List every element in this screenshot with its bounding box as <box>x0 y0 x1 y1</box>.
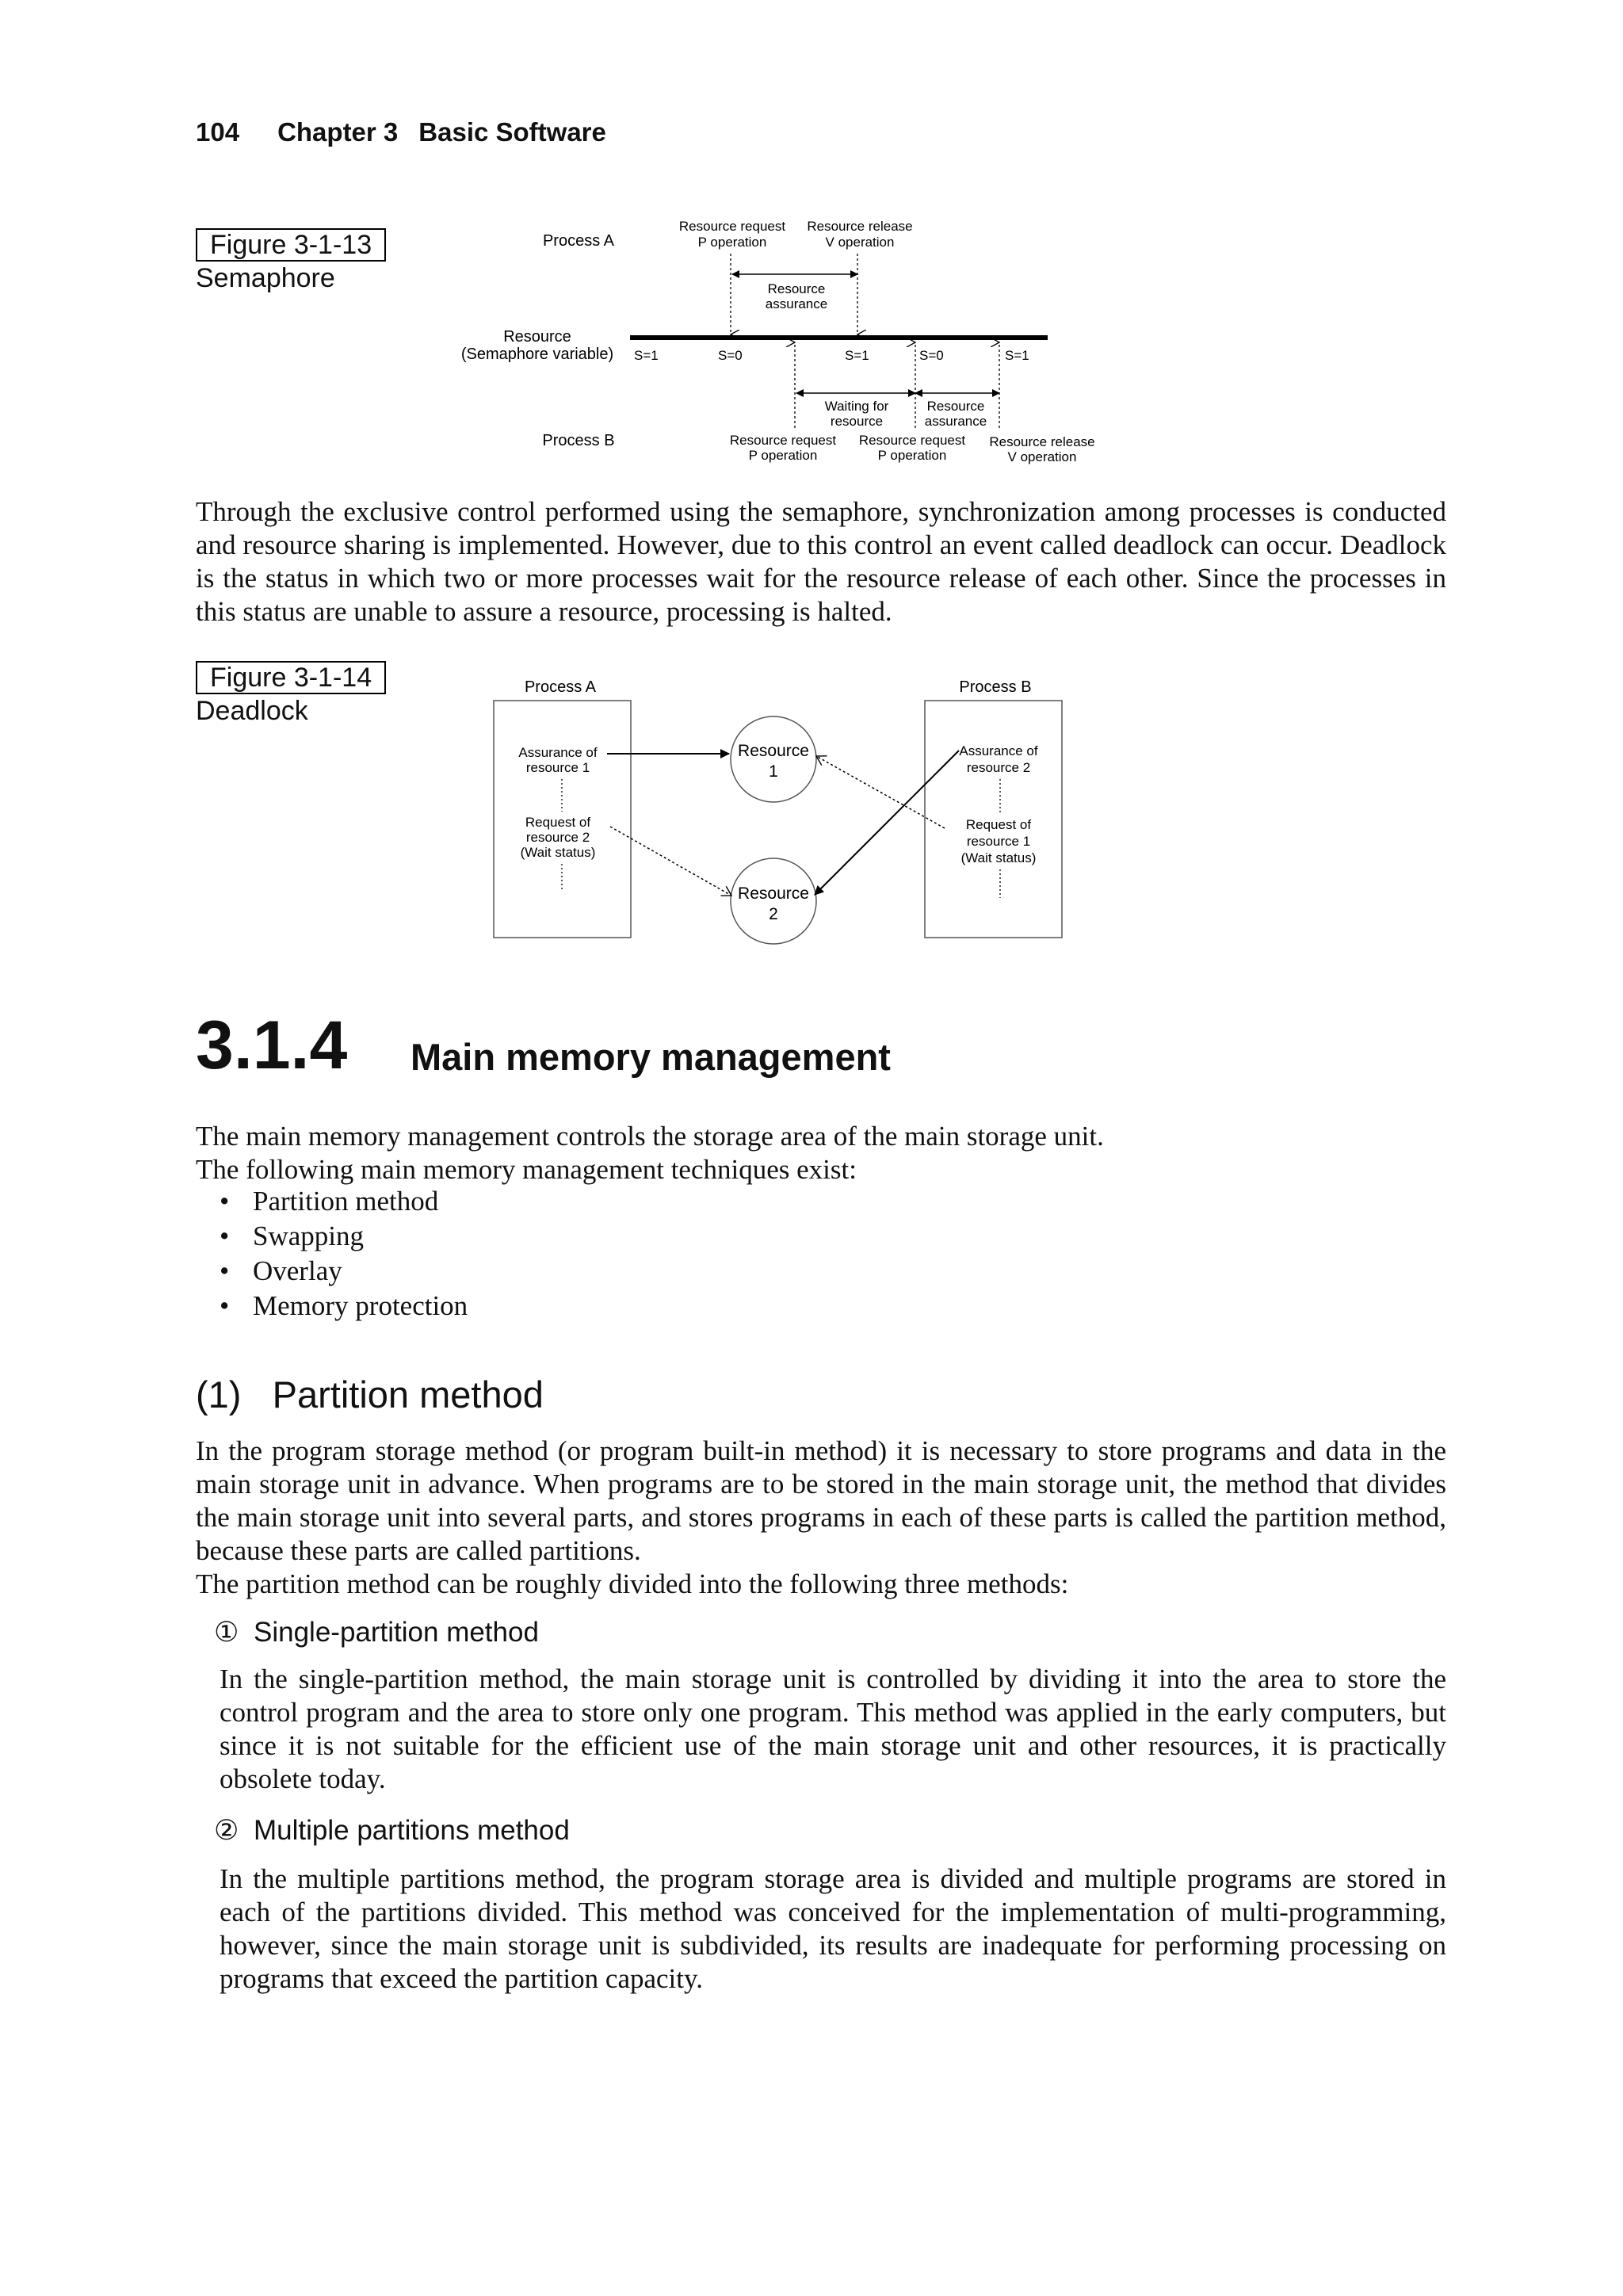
dl-b-assure-2: resource 2 <box>966 760 1031 775</box>
technique-list <box>220 1184 468 1324</box>
figure-14-label: Figure 3-1-14 <box>196 661 386 694</box>
sem-b-request2-1: Resource request <box>858 433 966 448</box>
dl-process-a: Process A <box>524 678 597 696</box>
item-1-marker: ① <box>214 1617 239 1648</box>
sem-a-assurance-1: Resource <box>767 281 826 296</box>
item-1-title: Single-partition method <box>254 1617 539 1648</box>
sem-process-b: Process B <box>542 432 615 449</box>
sem-s-value-2: S=0 <box>718 348 743 363</box>
section-intro-1: The main memory management controls the storage area of the main storage unit. <box>196 1121 1104 1152</box>
deadlock-diagram <box>475 670 1078 947</box>
dl-b-assure-arrow <box>815 751 959 895</box>
sem-b-request1-2: P operation <box>748 448 818 463</box>
dl-b-request-3: (Wait status) <box>960 850 1037 865</box>
partition-heading: (1) Partition method <box>196 1373 544 1415</box>
partition-paragraph-2: The partition method can be roughly divided into the following three methods: <box>196 1568 1069 1599</box>
figure-13-title: Semaphore <box>196 263 335 293</box>
figure-14-caption <box>196 661 386 728</box>
section-intro-2: The following main memory management techniques exist: <box>196 1154 857 1185</box>
item-1-heading <box>214 1617 539 1648</box>
semaphore-diagram <box>444 210 1125 476</box>
sem-b-release-1: Resource release <box>989 434 1095 449</box>
semaphore-paragraph: Through the exclusive control performed using the semaphore, synchronization among processes is conducted and resource sharing is implemented. However, due to this control an event called deadlock can occur. Deadlock is the status in which two or more processes wait for the resource release of each other. Since the processes in this status are unable to assure a resource, processing is halted. <box>196 496 1446 627</box>
sem-a-release-2: V operation <box>825 235 895 250</box>
list-item: • Swapping <box>220 1219 468 1254</box>
sem-a-request-1: Resource request <box>678 219 786 234</box>
item-2-marker: ② <box>214 1815 239 1846</box>
sem-s-value-5: S=1 <box>1005 348 1029 363</box>
list-item: • Partition method <box>220 1184 468 1219</box>
item-2-title: Multiple partitions method <box>254 1815 570 1846</box>
sem-resource-sub: (Semaphore variable) <box>460 346 614 363</box>
dl-a-request-2: resource 2 <box>525 830 590 845</box>
dl-a-request-arrow <box>610 827 731 896</box>
partition-paragraph-1: In the program storage method (or program built-in method) it is necessary to store programs and data in the main storage unit in advance. When programs are to be stored in the main storage unit, the method that divides the main storage unit into several parts, and stores programs in each of these parts is called the partition method, because these parts are called partitions. <box>196 1435 1446 1566</box>
sem-a-release-1: Resource release <box>807 219 913 234</box>
dl-a-assure-2: resource 1 <box>525 760 590 775</box>
page-number: 104 <box>196 117 240 147</box>
sem-b-assurance-1: Resource <box>926 399 985 414</box>
sem-b-request1-1: Resource request <box>729 433 837 448</box>
figure-13-label: Figure 3-1-13 <box>196 228 386 262</box>
sem-resource-label: Resource <box>503 328 571 346</box>
item-2-heading <box>214 1815 570 1847</box>
dl-a-assure-1: Assurance of <box>518 745 598 760</box>
sem-b-request2-2: P operation <box>877 448 947 463</box>
list-item: • Memory protection <box>220 1289 468 1324</box>
dl-b-request-1: Request of <box>965 817 1032 832</box>
sem-s-value-1: S=1 <box>634 348 659 363</box>
dl-resource-1-label: Resource <box>738 742 809 760</box>
item-1-text: In the single-partition method, the main storage unit is controlled by dividing it into the area to store the control program and the area to store only one program. This method was applied in the early computers, but since it is not suitable for the efficient use of the main storage unit and other resources, it is practically obsolete today. <box>220 1664 1446 1794</box>
list-item: • Overlay <box>220 1254 468 1289</box>
dl-b-assure-1: Assurance of <box>959 743 1038 758</box>
dl-b-request-2: resource 1 <box>966 834 1031 849</box>
chapter-title: Basic Software <box>418 117 606 147</box>
section-title: Main memory management <box>411 1036 891 1078</box>
item-2-text: In the multiple partitions method, the program storage area is divided and multiple programs are stored in each of the partitions divided. This method was conceived for the implementation of multi-programming, however, since the main storage unit is subdivided, its results are inadequate for performing processing on programs that exceed the partition capacity. <box>220 1863 1446 1994</box>
page-header <box>196 117 644 147</box>
sem-process-a: Process A <box>542 232 615 250</box>
sem-b-release-2: V operation <box>1007 449 1077 464</box>
dl-resource-2-num: 2 <box>769 905 778 923</box>
figure-13-caption <box>196 228 386 295</box>
sem-b-waiting-1: Waiting for <box>824 399 889 414</box>
sem-b-waiting-2: resource <box>830 414 884 429</box>
dl-process-b: Process B <box>959 678 1032 696</box>
figure-14-title: Deadlock <box>196 696 308 726</box>
sem-b-assurance-2: assurance <box>924 414 987 429</box>
dl-a-request-1: Request of <box>525 815 591 830</box>
dl-a-request-3: (Wait status) <box>520 845 596 860</box>
chapter-label: Chapter 3 <box>277 117 399 147</box>
sem-s-value-3: S=1 <box>845 348 869 363</box>
section-number: 3.1.4 <box>196 1007 348 1083</box>
dl-resource-2-label: Resource <box>738 884 809 903</box>
sem-a-assurance-2: assurance <box>765 296 828 311</box>
sem-s-value-4: S=0 <box>919 348 944 363</box>
sem-a-request-2: P operation <box>697 235 767 250</box>
dl-resource-1-num: 1 <box>769 762 778 781</box>
